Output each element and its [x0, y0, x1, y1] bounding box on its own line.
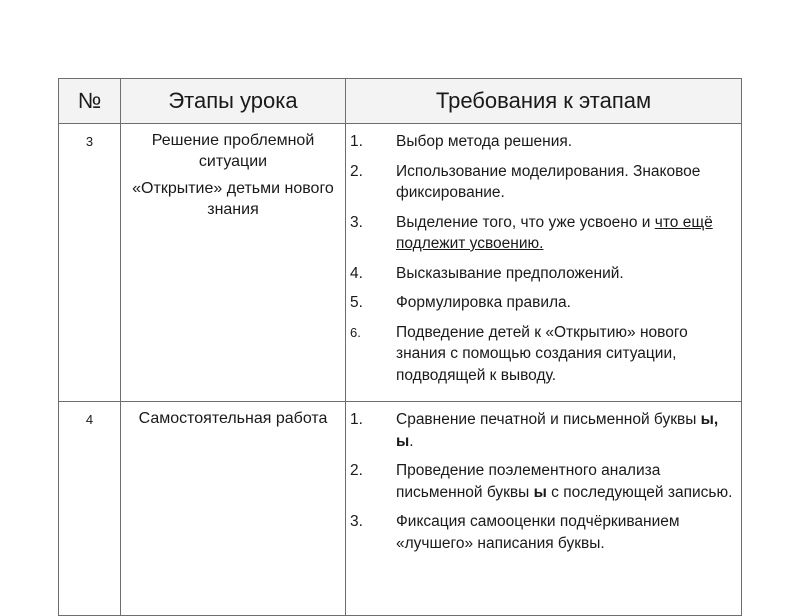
requirements-cell	[346, 124, 742, 402]
item-text-bold: ы	[533, 483, 547, 501]
item-text: Выбор метода решения.	[396, 133, 573, 150]
item-number: 6.	[350, 324, 361, 340]
item-number: 1.	[350, 133, 363, 150]
item-text: Подведение детей к «Открытию» нового знания с помощью создания ситуации, подводящей к выводу.	[396, 323, 688, 384]
item-text-underlined: что ещё подлежит усвоению.	[396, 213, 713, 252]
item-text: Фиксация самооценки подчёркиванием «лучшего» написания буквы.	[396, 513, 680, 552]
requirements-list	[346, 409, 737, 554]
requirements-list	[346, 131, 737, 386]
list-item	[346, 292, 737, 314]
item-number: 3.	[350, 513, 363, 530]
stage-title: Решение проблемной ситуации	[151, 132, 315, 170]
item-text: Высказывание предположений.	[396, 264, 624, 282]
list-item	[346, 212, 737, 255]
header-requirements: Требования к этапам	[346, 79, 742, 124]
list-item	[346, 322, 737, 387]
header-stages: Этапы урока	[121, 79, 346, 124]
list-item	[346, 409, 737, 452]
stage-title: «Открытие» детьми нового знания	[132, 180, 334, 218]
table-row	[59, 402, 742, 616]
table-header-row	[59, 79, 742, 124]
item-text: Проведение поэлементного анализа письменной буквы	[396, 462, 661, 501]
list-item	[346, 460, 737, 503]
list-item	[346, 511, 737, 554]
row-number: 4	[59, 402, 121, 616]
table-row	[59, 124, 742, 402]
list-item	[346, 131, 737, 153]
item-number: 5.	[350, 294, 363, 311]
row-number: 3	[59, 124, 121, 402]
stage-cell	[121, 402, 346, 616]
requirements-cell	[346, 402, 742, 616]
item-number: 2.	[350, 162, 363, 180]
item-number: 1.	[350, 411, 363, 428]
item-number: 3.	[350, 213, 363, 231]
item-text: Использование моделирования. Знаковое фиксирование.	[396, 162, 701, 201]
item-text-bold: ы, ы	[396, 411, 719, 450]
item-number: 2.	[350, 462, 363, 479]
stage-title: Самостоятельная работа	[138, 410, 328, 427]
item-text: Выделение того, что уже усвоено и	[396, 213, 655, 231]
lesson-stages-table	[58, 78, 742, 616]
item-text-after: .	[409, 432, 414, 450]
item-number: 4.	[350, 264, 363, 282]
item-text: Сравнение печатной и письменной буквы	[396, 411, 701, 428]
header-number: №	[59, 79, 121, 124]
stage-cell	[121, 124, 346, 402]
list-item	[346, 161, 737, 204]
item-text: Формулировка правила.	[396, 294, 571, 311]
list-item	[346, 263, 737, 285]
item-text-after: с последующей записью.	[546, 483, 733, 501]
